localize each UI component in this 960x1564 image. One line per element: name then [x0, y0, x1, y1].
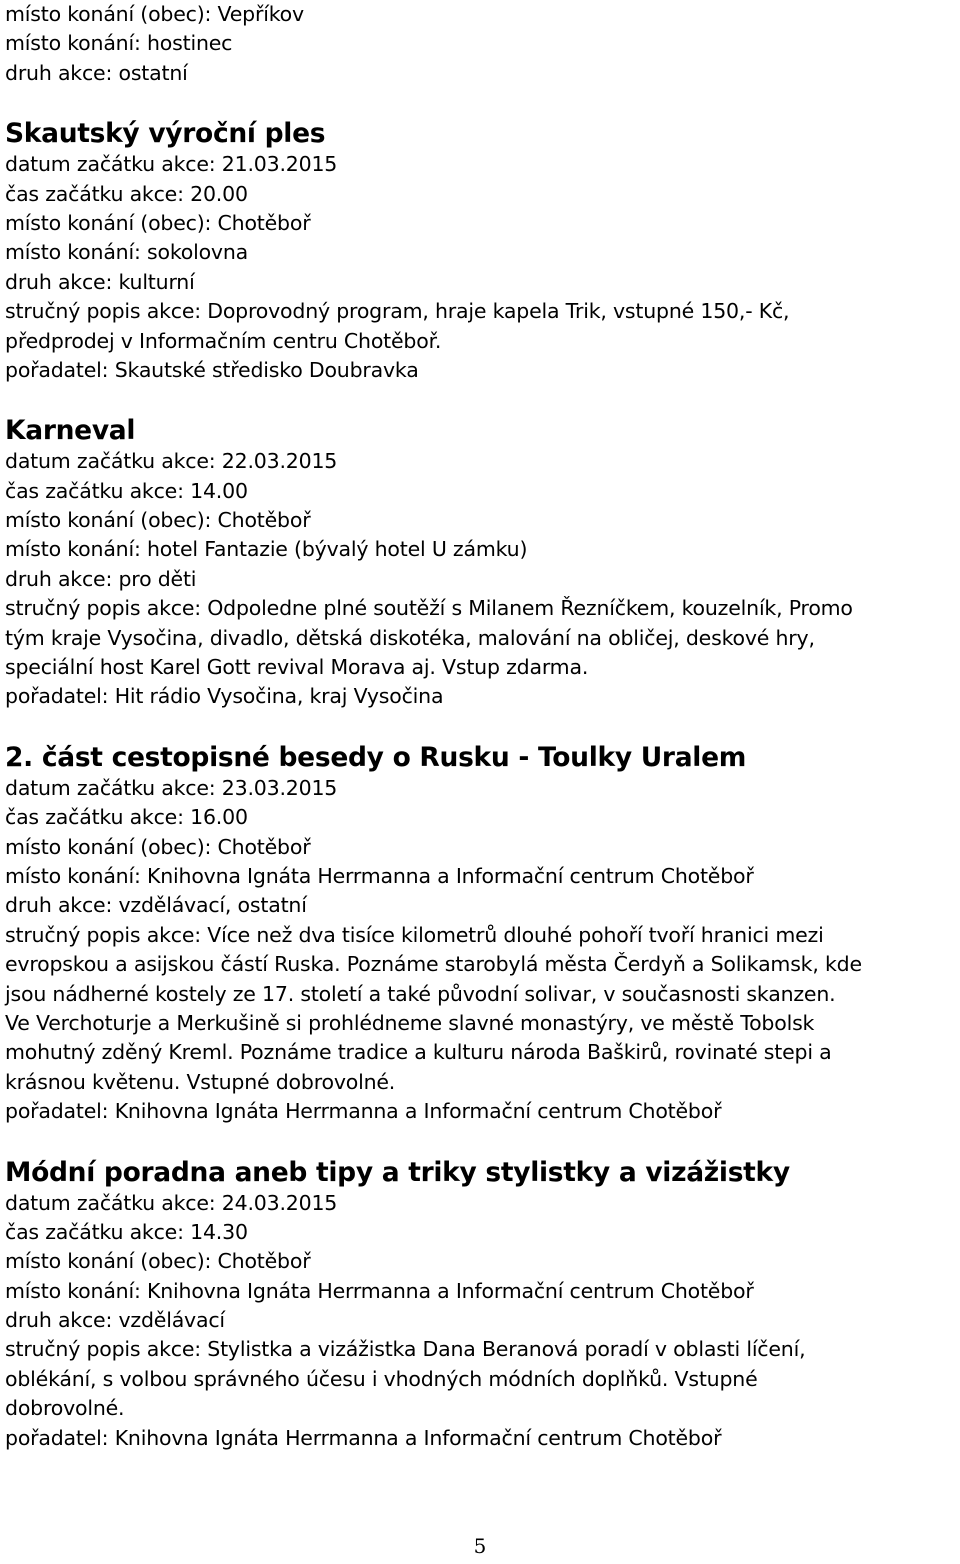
event-title: 2. část cestopisné besedy o Rusku - Toulky Uralem: [5, 741, 747, 773]
intro-block: [5, 0, 957, 88]
event-type: druh akce: vzdělávací: [5, 1308, 225, 1333]
event-start-date: datum začátku akce: 21.03.2015: [5, 152, 338, 177]
event-block: [5, 414, 957, 712]
event-start-time: čas začátku akce: 20.00: [5, 181, 248, 206]
event-description-line: tým kraje Vysočina, divadlo, dětská diskotéka, malování na obličej, deskové hry,: [5, 625, 815, 650]
event-organizer: pořadatel: Skautské středisko Doubravka: [5, 357, 419, 382]
spacer: [5, 1127, 957, 1156]
intro-venue-town: místo konání (obec): Vepříkov: [5, 2, 304, 26]
event-start-time: čas začátku akce: 14.00: [5, 478, 248, 503]
event-description-line: dobrovolné.: [5, 1396, 125, 1421]
event-description-line: stručný popis akce: Odpoledne plné soutěží s Milanem Řezníčkem, kouzelník, Promo: [5, 596, 853, 621]
event-description-line: stručný popis akce: Více než dva tisíce kilometrů dlouhé pohoří tvoří hranici mezi: [5, 922, 824, 947]
event-venue: místo konání: sokolovna: [5, 240, 249, 265]
page-number: 5: [473, 1534, 487, 1558]
event-type: druh akce: vzdělávací, ostatní: [5, 893, 307, 918]
event-start-time: čas začátku akce: 16.00: [5, 805, 248, 830]
event-venue: místo konání: hotel Fantazie (bývalý hotel U zámku): [5, 537, 528, 562]
event-description-line: oblékání, s volbou správného účesu i vhodných módních doplňků. Vstupné: [5, 1366, 758, 1391]
event-start-date: datum začátku akce: 24.03.2015: [5, 1190, 338, 1215]
event-type: druh akce: kulturní: [5, 269, 195, 294]
event-description-line: Ve Verchoturje a Merkušině si prohlédneme slavné monastýry, ve městě Tobolsk: [5, 1010, 815, 1035]
event-description-line: evropskou a asijskou částí Ruska. Poznáme starobylá města Čerdyň a Solikamsk, kde: [5, 952, 862, 977]
event-description-line: předprodej v Informačním centru Chotěboř.: [5, 328, 442, 353]
event-description-line: krásnou květenu. Vstupné dobrovolné.: [5, 1069, 396, 1094]
event-venue: místo konání: Knihovna Ignáta Herrmanna a Informační centrum Chotěboř: [5, 1278, 754, 1303]
spacer: [5, 88, 957, 117]
event-title: Módní poradna aneb tipy a triky stylistky a vizážistky: [5, 1156, 790, 1188]
event-venue: místo konání: Knihovna Ignáta Herrmanna a Informační centrum Chotěboř: [5, 863, 754, 888]
intro-event-type: druh akce: ostatní: [5, 60, 188, 85]
event-block: [5, 741, 957, 1127]
event-description-line: stručný popis akce: Stylistka a vizážistka Dana Beranová poradí v oblasti líčení,: [5, 1337, 806, 1362]
spacer: [5, 385, 957, 414]
event-start-date: datum začátku akce: 23.03.2015: [5, 775, 338, 800]
event-organizer: pořadatel: Hit rádio Vysočina, kraj Vysočina: [5, 684, 444, 709]
intro-venue: místo konání: hostinec: [5, 31, 233, 56]
event-title: Skautský výroční ples: [5, 118, 326, 150]
spacer: [5, 712, 957, 741]
event-start-time: čas začátku akce: 14.30: [5, 1219, 248, 1244]
event-organizer: pořadatel: Knihovna Ignáta Herrmanna a Informační centrum Chotěboř: [5, 1099, 722, 1124]
event-venue-town: místo konání (obec): Chotěboř: [5, 834, 311, 859]
event-description-line: mohutný zděný Kreml. Poznáme tradice a kulturu národa Baškirů, rovinaté stepi a: [5, 1040, 832, 1065]
event-venue-town: místo konání (obec): Chotěboř: [5, 1249, 311, 1274]
event-block: [5, 1156, 957, 1454]
event-organizer: pořadatel: Knihovna Ignáta Herrmanna a Informační centrum Chotěboř: [5, 1425, 722, 1450]
event-type: druh akce: pro děti: [5, 566, 197, 591]
event-description-line: stručný popis akce: Doprovodný program, hraje kapela Trik, vstupné 150,- Kč,: [5, 299, 790, 324]
event-title: Karneval: [5, 415, 136, 447]
event-block: [5, 117, 957, 385]
event-start-date: datum začátku akce: 22.03.2015: [5, 449, 338, 474]
event-venue-town: místo konání (obec): Chotěboř: [5, 508, 311, 533]
event-description-line: speciální host Karel Gott revival Morava aj. Vstup zdarma.: [5, 655, 589, 680]
event-venue-town: místo konání (obec): Chotěboř: [5, 210, 311, 235]
event-description-line: jsou nádherné kostely ze 17. století a také původní solivar, v současnosti skanzen.: [5, 981, 836, 1006]
document-content: [5, 0, 957, 1453]
